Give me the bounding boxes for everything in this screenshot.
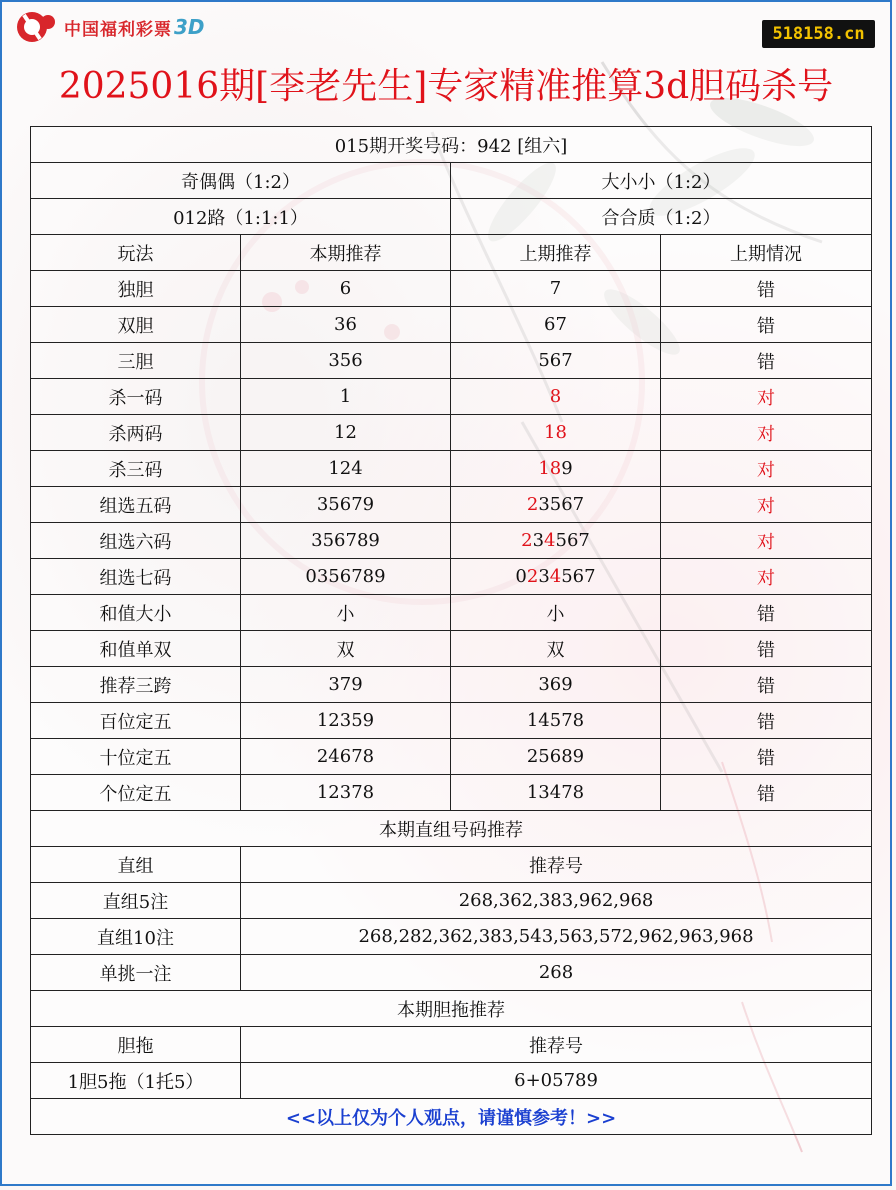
route-row bbox=[31, 199, 872, 235]
previous-recommendation-cell bbox=[451, 415, 661, 451]
direct-type-header: 直组 bbox=[31, 847, 241, 883]
previous-status-cell: 错 bbox=[661, 775, 872, 811]
play-name-cell: 个位定五 bbox=[31, 775, 241, 811]
play-name-cell: 三胆 bbox=[31, 343, 241, 379]
draw-result-row bbox=[31, 127, 872, 163]
previous-recommendation-cell bbox=[451, 775, 661, 811]
current-recommendation-cell: 1 bbox=[241, 379, 451, 415]
previous-status-cell: 错 bbox=[661, 631, 872, 667]
hit-digits: 4 bbox=[544, 530, 556, 551]
play-name-cell: 双胆 bbox=[31, 307, 241, 343]
play-name-cell: 组选五码 bbox=[31, 487, 241, 523]
dantuo-section-header-row bbox=[31, 1027, 872, 1063]
current-recommendation-cell: 12 bbox=[241, 415, 451, 451]
previous-recommendation-cell bbox=[451, 523, 661, 559]
current-recommendation-cell: 356 bbox=[241, 343, 451, 379]
previous-status-cell: 对 bbox=[661, 415, 872, 451]
prediction-row bbox=[31, 307, 872, 343]
direct-label-cell: 单挑一注 bbox=[31, 955, 241, 991]
miss-digits: 13478 bbox=[526, 782, 585, 803]
header-play: 玩法 bbox=[31, 235, 241, 271]
big-small-cell: 大小小（1:2） bbox=[451, 163, 872, 199]
previous-status-cell: 对 bbox=[661, 379, 872, 415]
current-recommendation-cell: 6 bbox=[241, 271, 451, 307]
logo-text: 中国福利彩票 bbox=[64, 19, 172, 40]
miss-digits: 双 bbox=[546, 639, 565, 661]
dantuo-section-title-row bbox=[31, 991, 872, 1027]
page-title: 2025016期[李老先生]专家精准推算3d胆码杀号 bbox=[58, 66, 834, 107]
prediction-row bbox=[31, 487, 872, 523]
hit-digits: 2 bbox=[526, 566, 539, 587]
previous-status-cell: 错 bbox=[661, 667, 872, 703]
hit-digits: 8 bbox=[549, 386, 562, 407]
direct-row bbox=[31, 955, 872, 991]
previous-status-cell: 对 bbox=[661, 523, 872, 559]
play-name-cell: 十位定五 bbox=[31, 739, 241, 775]
miss-digits: 0 bbox=[515, 566, 527, 587]
direct-row bbox=[31, 919, 872, 955]
current-recommendation-cell: 12359 bbox=[241, 703, 451, 739]
prediction-row bbox=[31, 775, 872, 811]
route-012-cell: 012路（1:1:1） bbox=[31, 199, 451, 235]
previous-status-cell: 错 bbox=[661, 595, 872, 631]
dantuo-section-title: 本期胆拖推荐 bbox=[31, 991, 872, 1027]
miss-digits: 小 bbox=[546, 603, 565, 625]
previous-recommendation-cell bbox=[451, 631, 661, 667]
direct-section-title: 本期直组号码推荐 bbox=[31, 811, 872, 847]
previous-status-cell: 错 bbox=[661, 271, 872, 307]
lottery-logo bbox=[12, 10, 205, 44]
logo-3d-text: 3D bbox=[174, 15, 205, 39]
previous-status-cell: 错 bbox=[661, 703, 872, 739]
play-name-cell: 杀一码 bbox=[31, 379, 241, 415]
hit-digits: 18 bbox=[544, 422, 567, 443]
previous-recommendation-cell bbox=[451, 307, 661, 343]
composite-prime-cell: 合合质（1:2） bbox=[451, 199, 872, 235]
previous-status-cell: 错 bbox=[661, 343, 872, 379]
prediction-row bbox=[31, 631, 872, 667]
current-recommendation-cell: 双 bbox=[241, 631, 451, 667]
previous-recommendation-cell bbox=[451, 487, 661, 523]
miss-digits: 567 bbox=[555, 530, 590, 551]
miss-digits: 7 bbox=[549, 278, 562, 299]
play-name-cell: 杀三码 bbox=[31, 451, 241, 487]
lottery-logo-icon bbox=[12, 10, 60, 44]
previous-recommendation-cell bbox=[451, 379, 661, 415]
prediction-row bbox=[31, 559, 872, 595]
previous-recommendation-cell bbox=[451, 703, 661, 739]
prediction-row bbox=[31, 271, 872, 307]
previous-recommendation-cell bbox=[451, 271, 661, 307]
header-current: 本期推荐 bbox=[241, 235, 451, 271]
direct-label-cell: 直组5注 bbox=[31, 883, 241, 919]
direct-numbers-cell: 268,282,362,383,543,563,572,962,963,968 bbox=[241, 919, 872, 955]
previous-status-cell: 错 bbox=[661, 739, 872, 775]
prediction-row bbox=[31, 451, 872, 487]
prediction-row bbox=[31, 415, 872, 451]
current-recommendation-cell: 0356789 bbox=[241, 559, 451, 595]
odd-even-cell: 奇偶偶（1:2） bbox=[31, 163, 451, 199]
current-recommendation-cell: 24678 bbox=[241, 739, 451, 775]
prediction-row bbox=[31, 523, 872, 559]
play-name-cell: 杀两码 bbox=[31, 415, 241, 451]
current-recommendation-cell: 124 bbox=[241, 451, 451, 487]
miss-digits: 25689 bbox=[526, 746, 585, 767]
prediction-table bbox=[30, 126, 872, 1135]
header-previous: 上期推荐 bbox=[451, 235, 661, 271]
previous-recommendation-cell bbox=[451, 739, 661, 775]
miss-digits: 14578 bbox=[526, 710, 585, 731]
hit-digits: 2 bbox=[521, 530, 533, 551]
dantuo-type-header: 胆拖 bbox=[31, 1027, 241, 1063]
direct-section-header-row bbox=[31, 847, 872, 883]
direct-numbers-cell: 268,362,383,962,968 bbox=[241, 883, 872, 919]
play-name-cell: 推荐三跨 bbox=[31, 667, 241, 703]
hit-digits: 2 bbox=[526, 494, 539, 515]
current-recommendation-cell: 36 bbox=[241, 307, 451, 343]
direct-numbers-cell: 268 bbox=[241, 955, 872, 991]
miss-digits: 369 bbox=[538, 674, 573, 695]
header-previous-status: 上期情况 bbox=[661, 235, 872, 271]
draw-result-cell: 015期开奖号码：942 [组六] bbox=[31, 127, 872, 163]
current-recommendation-cell: 35679 bbox=[241, 487, 451, 523]
miss-digits: 9 bbox=[561, 458, 573, 479]
current-recommendation-cell: 356789 bbox=[241, 523, 451, 559]
play-name-cell: 百位定五 bbox=[31, 703, 241, 739]
hit-digits: 4 bbox=[549, 566, 562, 587]
miss-digits: 3 bbox=[538, 566, 550, 587]
disclaimer-notice: <<以上仅为个人观点，请谨慎参考！>> bbox=[31, 1099, 872, 1135]
previous-status-cell: 错 bbox=[661, 307, 872, 343]
prediction-row bbox=[31, 667, 872, 703]
column-header-row bbox=[31, 235, 872, 271]
previous-recommendation-cell bbox=[451, 343, 661, 379]
dantuo-numbers-cell: 6+05789 bbox=[241, 1063, 872, 1099]
play-name-cell: 组选六码 bbox=[31, 523, 241, 559]
dantuo-label-cell: 1胆5拖（1托5） bbox=[31, 1063, 241, 1099]
miss-digits: 567 bbox=[538, 350, 573, 371]
dantuo-row bbox=[31, 1063, 872, 1099]
direct-numbers-header: 推荐号 bbox=[241, 847, 872, 883]
direct-label-cell: 直组10注 bbox=[31, 919, 241, 955]
miss-digits: 567 bbox=[561, 566, 596, 587]
previous-recommendation-cell bbox=[451, 451, 661, 487]
odd-even-row bbox=[31, 163, 872, 199]
previous-status-cell: 对 bbox=[661, 451, 872, 487]
direct-row bbox=[31, 883, 872, 919]
play-name-cell: 和值单双 bbox=[31, 631, 241, 667]
prediction-row bbox=[31, 595, 872, 631]
previous-status-cell: 对 bbox=[661, 487, 872, 523]
miss-digits: 3 bbox=[532, 530, 545, 551]
prediction-row bbox=[31, 703, 872, 739]
play-name-cell: 组选七码 bbox=[31, 559, 241, 595]
prediction-row bbox=[31, 379, 872, 415]
dantuo-numbers-header: 推荐号 bbox=[241, 1027, 872, 1063]
site-badge[interactable]: 518158.cn bbox=[762, 20, 875, 48]
prediction-row bbox=[31, 739, 872, 775]
previous-status-cell: 对 bbox=[661, 559, 872, 595]
direct-section-title-row bbox=[31, 811, 872, 847]
miss-digits: 3567 bbox=[538, 494, 585, 515]
play-name-cell: 和值大小 bbox=[31, 595, 241, 631]
miss-digits: 67 bbox=[544, 314, 567, 335]
play-name-cell: 独胆 bbox=[31, 271, 241, 307]
prediction-row bbox=[31, 343, 872, 379]
current-recommendation-cell: 小 bbox=[241, 595, 451, 631]
previous-recommendation-cell bbox=[451, 595, 661, 631]
hit-digits: 18 bbox=[538, 458, 562, 479]
current-recommendation-cell: 12378 bbox=[241, 775, 451, 811]
previous-recommendation-cell bbox=[451, 559, 661, 595]
current-recommendation-cell: 379 bbox=[241, 667, 451, 703]
notice-row bbox=[31, 1099, 872, 1135]
previous-recommendation-cell bbox=[451, 667, 661, 703]
